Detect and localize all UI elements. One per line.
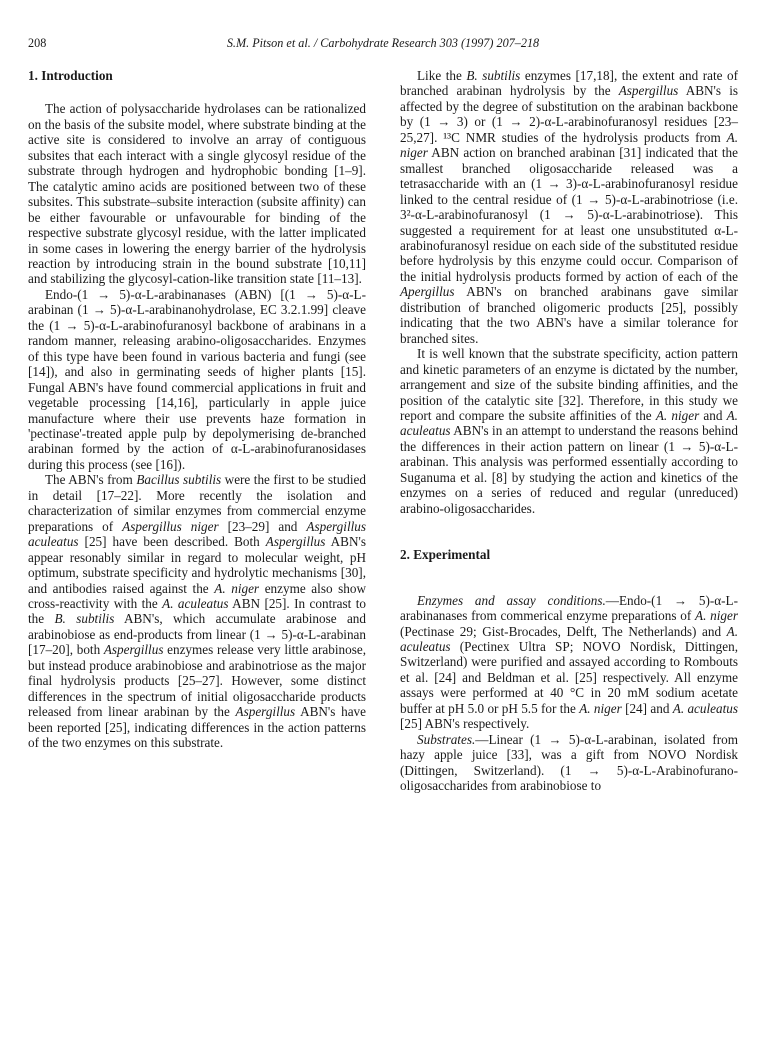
paragraph: The action of polysaccharide hydrolases can be rationalized on the basis of the subsite model, where substrate binding at the active site is considered to involve an array of contiguous subsites that each interact with a single glycosyl residue of the substrate through hydrogen and hydrophobic bonding [1–9]. The catalytic amino acids are positioned between two of these subsites. This substrate–subsite interaction (subsite affinity) can be either favourable or unfavourable for binding of the respective substrate glycosyl residue, with the latter implicated in some cases in lowering the energy barrier of the hydrolysis reaction by introducing strain in the bound substrate [10,11] and stabilizing the glycosyl-cation-like transition state [11–13]. <box>28 101 366 287</box>
paragraph: Enzymes and assay conditions.—Endo-(1 → 5)-α-L-arabinanases from commerical enzyme preparations of A. niger (Pectinase 29; Gist-Brocades, Delft, The Netherlands) and A. aculeatus (Pectinex Ultra SP; NOVO Nordisk, Dittingen, Switzerland) were purified and assayed according to Rombouts et al. [24] and Beldman et al. [25] respectively. All enzyme assays were performed at 40 °C in 20 mM sodium acetate buffer at pH 5.0 or pH 5.5 for the A. niger [24] and A. aculeatus [25] ABN's respectively. <box>400 592 738 732</box>
section-title-experimental: 2. Experimental <box>400 547 491 563</box>
left-column <box>28 68 366 750</box>
right-column <box>400 68 738 793</box>
paragraph: Like the B. subtilis enzymes [17,18], the extent and rate of branched arabinan hydrolysis by the Aspergillus ABN's is affected by the degree of substitution on the arabinan backbone by (1 → 3) or (1 → 2)-α-L-arabinofuranosyl residues [23–25,27]. ¹³C NMR studies of the hydrolysis products from A. niger ABN action on branched arabinan [31] indicated that the smallest branched oligosaccharide released was a tetrasaccharide with an (1 → 3)-α-L-arabinofuranosyl residue linked to the central residue of (1 → 5)-α-L-arabinotriose (i.e. 3²-α-L-arabinofuranosyl (1 → 5)-α-L-arabinotriose). This suggested a requirement for at least one unsubstituted α-L-arabinofuranosyl residue on each side of the substituted residue before hydrolysis by this enzyme could occur. Comparison of the initial hydrolysis products formed by action of each of the Apergillus ABN's on branched arabinans gave similar distribution of branched oligomeric products [25], possibly indicating that the two ABN's have a similar tolerance for branched sites. <box>400 68 739 346</box>
paragraph: It is well known that the substrate specificity, action pattern and kinetic parameters of an enzyme is dictated by the number, arrangement and size of the subsite binding affinities, and the position of the catalytic site [32]. Therefore, in this study we report and compare the subsite affinities of the A. niger and A. aculeatus ABN's in an attempt to understand the reasons behind the differences in their action pattern on linear (1 → 5)-α-L-arabinan. This analysis was performed essentially according to Suganuma et al. [8] by studying the action and kinetics of the enzymes on a series of reduced and regular (unreduced) arabino-oligosaccharides. <box>400 346 738 516</box>
paragraph: Endo-(1 → 5)-α-L-arabinanases (ABN) [(1 → 5)-α-L-arabinan (1 → 5)-α-L-arabinanohydrolase, EC 3.2.1.99] cleave the (1 → 5)-α-L-arabinofuranosyl backbone of arabinans in a random manner, releasing arabino-oligosaccharides. Enzymes of this type have been found in various bacteria and fungi (see [14]), and also in germinating seeds of higher plants [15]. Fungal ABN's have found commercial applications in fruit and vegetable processing [14,16], particularly in apple juice manufacture where their use prevents haze formation in 'pectinase'-treated apple pulp by depolymerising de-branched arabinan formed by the action of α-L-arabinofuranosidases during this process (see [16]). <box>28 286 366 472</box>
paragraph: Substrates.—Linear (1 → 5)-α-L-arabinan, isolated from hazy apple juice [33], was a gift from NOVO Nordisk (Dittingen, Switzerland). (1 → 5)-α-L-Arabinofurano-oligosaccharides from arabinobiose to <box>400 731 738 794</box>
running-header <box>28 36 738 54</box>
section-title-introduction: 1. Introduction <box>28 68 113 83</box>
running-title: S.M. Pitson et al. / Carbohydrate Research 303 (1997) 207–218 <box>226 36 540 50</box>
page-number: 208 <box>28 36 47 50</box>
paragraph: The ABN's from Bacillus subtilis were the first to be studied in detail [17–22]. More recently the isolation and characterization of similar enzymes from commercial enzyme preparations of Aspergillus niger [23–29] and Aspergillus aculeatus [25] have been described. Both Aspergillus ABN's appear resonably similar in regard to molecular weight, pH optimum, substrate specificity and hydrolytic mechanisms [30], and antibodies raised against the A. niger enzyme also show cross-reactivity with the A. aculeatus ABN [25]. In contrast to the B. subtilis ABN's, which accumulate arabinose and arabinobiose as end-products from linear (1 → 5)-α-L-arabinan [17–20], both Aspergillus enzymes release very little arabinose, but instead produce arabinobiose and arabinotriose as the major final hydrolysis products [25–27]. However, some distinct differences in the spectrum of initial oligosaccharide products released from linear arabinan by the Aspergillus ABN's have been reported [25], indicating differences in the action patterns of the two enzymes on this substrate. <box>28 472 367 751</box>
